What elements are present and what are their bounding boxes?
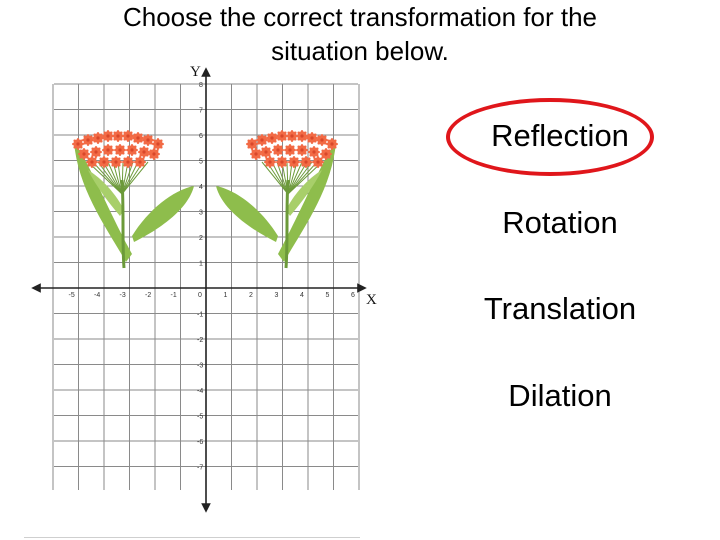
flower-center <box>156 142 159 145</box>
flower-center <box>102 160 105 163</box>
y-tick-label: 3 <box>199 209 203 217</box>
flower-center <box>320 138 323 141</box>
x-tick-label: -2 <box>145 292 152 299</box>
coordinate-graph <box>0 60 400 520</box>
y-tick-label: 6 <box>199 133 203 140</box>
leaf <box>132 186 194 242</box>
question-line-2: situation below. <box>271 36 449 66</box>
flower-center <box>292 160 295 163</box>
y-tick-label: -3 <box>197 362 204 370</box>
flower-center <box>316 160 319 163</box>
x-tick-label: -1 <box>170 292 177 299</box>
flower-center <box>82 152 85 155</box>
y-tick-label: 8 <box>199 82 203 89</box>
x-tick-label: 1 <box>223 292 228 299</box>
footer-divider <box>24 537 360 538</box>
y-axis-label: Y <box>190 64 201 80</box>
flower-stalk <box>262 162 288 194</box>
flower-center <box>290 134 293 137</box>
y-tick-label: 2 <box>199 235 203 242</box>
y-tick-label: -6 <box>197 439 204 446</box>
y-tick-label: 7 <box>199 107 203 115</box>
x-tick-label: 4 <box>300 292 304 299</box>
question-text <box>60 0 660 68</box>
option-translation[interactable]: Translation <box>483 291 637 326</box>
flower-center <box>300 134 303 137</box>
flower-center <box>304 160 307 163</box>
x-tick-label: -4 <box>94 292 101 299</box>
flower-center <box>146 138 149 141</box>
flower-center <box>250 142 253 145</box>
flower-center <box>118 148 121 151</box>
x-tick-label: -5 <box>68 292 75 299</box>
x-tick-label: 3 <box>274 292 279 299</box>
flower-center <box>268 160 271 163</box>
flower-center <box>96 136 99 139</box>
flower-center <box>86 138 89 141</box>
flower-stalk <box>122 162 148 194</box>
y-tick-labels <box>197 82 203 472</box>
y-tick-label: -2 <box>197 337 204 344</box>
x-tick-label: 5 <box>325 292 330 299</box>
flower-center <box>94 150 97 153</box>
flower-center <box>276 148 279 151</box>
flower-center <box>280 160 283 163</box>
flower-center <box>254 152 257 155</box>
flower-center <box>116 134 119 137</box>
flower-center <box>312 150 315 153</box>
flower-center <box>260 138 263 141</box>
flower-center <box>106 134 109 137</box>
flower-center <box>138 160 141 163</box>
flower-center <box>142 150 145 153</box>
flower-center <box>126 160 129 163</box>
flower-original <box>72 130 194 268</box>
y-tick-label: -7 <box>197 464 204 472</box>
flower-center <box>264 150 267 153</box>
option-rotation[interactable]: Rotation <box>502 205 618 240</box>
y-tick-label: -5 <box>197 413 204 421</box>
flower-center <box>106 148 109 151</box>
x-tick-label: 6 <box>351 292 355 299</box>
flower-reflected <box>216 130 338 268</box>
flower-center <box>152 152 155 155</box>
flower-center <box>136 136 139 139</box>
x-tick-label: 0 <box>198 292 202 299</box>
leaf <box>216 186 278 242</box>
flower-center <box>90 160 93 163</box>
y-tick-label: 4 <box>199 184 203 191</box>
y-tick-label: 5 <box>199 158 203 166</box>
flower-center <box>130 148 133 151</box>
x-tick-labels <box>69 292 356 299</box>
x-tick-label: 2 <box>249 292 253 299</box>
flower-center <box>126 134 129 137</box>
flower-center <box>288 148 291 151</box>
flower-center <box>330 142 333 145</box>
x-tick-label: -3 <box>119 292 126 299</box>
question-line-1: Choose the correct transformation for the <box>122 2 597 32</box>
flower-center <box>300 148 303 151</box>
flower-center <box>280 134 283 137</box>
y-tick-label: -1 <box>197 311 204 319</box>
flower-center <box>76 142 79 145</box>
flower-center <box>324 152 327 155</box>
option-reflection[interactable]: Reflection <box>491 118 629 153</box>
y-tick-label: -4 <box>197 388 204 395</box>
flower-center <box>114 160 117 163</box>
option-dilation[interactable]: Dilation <box>508 378 612 413</box>
y-tick-label: 1 <box>199 260 203 268</box>
flower-center <box>310 136 313 139</box>
x-axis-label: X <box>366 292 377 308</box>
flower-center <box>270 136 273 139</box>
